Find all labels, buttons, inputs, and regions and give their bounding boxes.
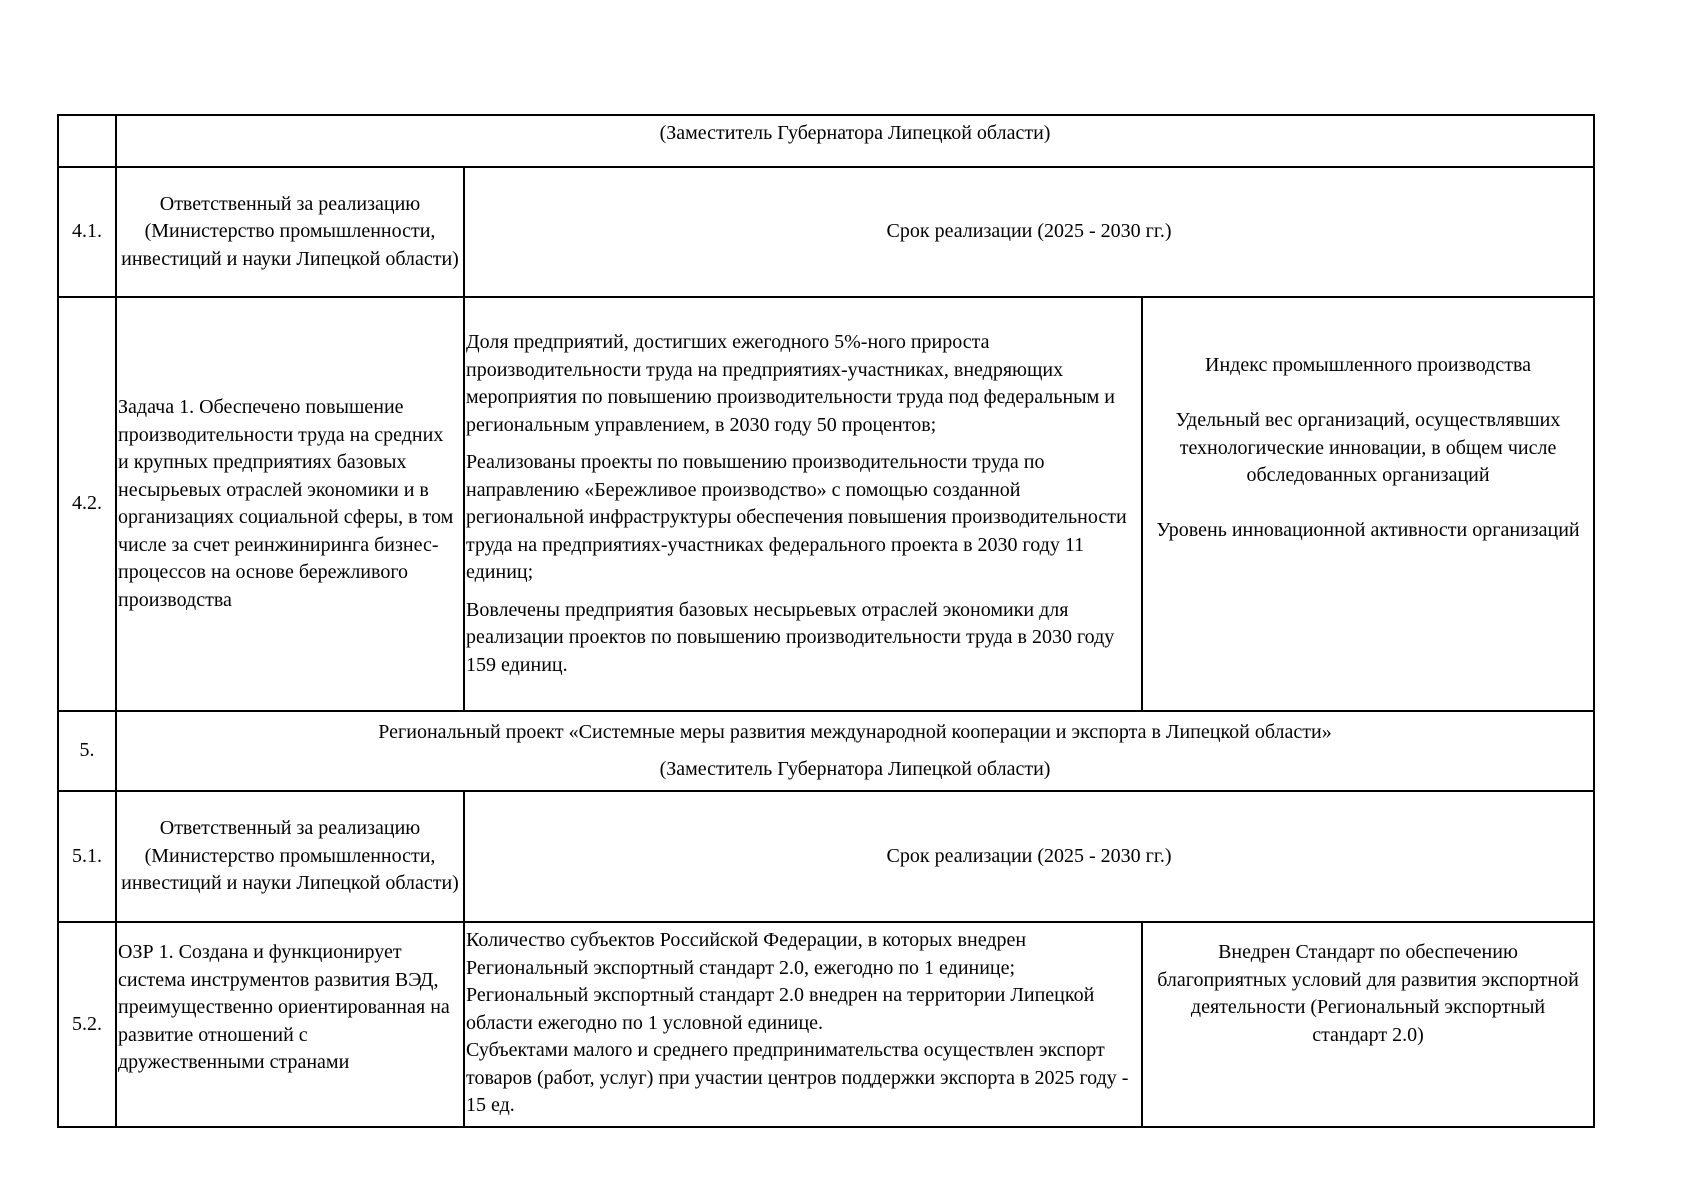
table-row bbox=[58, 297, 1594, 711]
result-item: Вовлечены предприятия базовых несырьевых отраслей экономики для реализации проектов по повышению производительности труда в 2030 году 159 единиц. bbox=[466, 598, 1115, 676]
row-number: 4.2. bbox=[58, 297, 116, 711]
row-number: 5.2. bbox=[58, 922, 116, 1127]
table-row bbox=[58, 791, 1594, 922]
row-number: 5. bbox=[58, 711, 116, 791]
term-cell: Срок реализации (2025 - 2030 гг.) bbox=[464, 167, 1594, 297]
measures-table bbox=[57, 114, 1593, 1126]
table-row bbox=[58, 922, 1594, 1127]
term-cell: Срок реализации (2025 - 2030 гг.) bbox=[464, 791, 1594, 922]
indicator-item: Уровень инновационной активности организаций bbox=[1156, 519, 1580, 541]
task-cell: Задача 1. Обеспечено повышение производительности труда на средних и крупных предприятиях базовых несырьевых отраслей экономики и в организациях социальной сферы, в том числе за счет реинжиниринга бизнес-процессов на основе бережливого производства bbox=[116, 297, 464, 711]
project-title: Региональный проект «Системные меры развития международной кооперации и экспорта в Липецкой области» bbox=[378, 720, 1332, 743]
table-row bbox=[58, 115, 1594, 167]
curator-header: (Заместитель Губернатора Липецкой области) bbox=[116, 115, 1594, 167]
row-number: 5.1. bbox=[58, 791, 116, 922]
results-cell bbox=[464, 297, 1142, 711]
result-item: Количество субъектов Российской Федерации, в которых внедрен Региональный экспортный стандарт 2.0, ежегодно по 1 единице; bbox=[466, 929, 1027, 979]
result-item: Субъектами малого и среднего предпринимательства осуществлен экспорт товаров (работ, услуг) при участии центров поддержки экспорта в 2025 году - 15 ед. bbox=[466, 1039, 1129, 1116]
project-header-cell bbox=[116, 711, 1594, 791]
indicators-cell bbox=[1142, 297, 1594, 711]
result-item: Доля предприятий, достигших ежегодного 5%-ного прироста производительности труда на предприятиях-участниках, внедряющих мероприятия по повышению производительности труда под федеральным и региональным управлением, в 2030 году 50 процентов; bbox=[466, 331, 1115, 436]
indicator-item: Удельный вес организаций, осуществлявших технологические инновации, в общем числе обследованных организаций bbox=[1175, 409, 1561, 486]
responsible-cell: Ответственный за реализацию (Министерство промышленности, инвестиций и науки Липецкой области) bbox=[116, 791, 464, 922]
result-item: Региональный экспортный стандарт 2.0 внедрен на территории Липецкой области ежегодно по 1 условной единице. bbox=[466, 984, 1095, 1034]
row-number bbox=[58, 115, 116, 167]
indicator-item: Внедрен Стандарт по обеспечению благоприятных условий для развития экспортной деятельности (Региональный экспортный стандарт 2.0) bbox=[1157, 941, 1579, 1046]
responsible-cell: Ответственный за реализацию (Министерство промышленности, инвестиций и науки Липецкой области) bbox=[116, 167, 464, 297]
curator-header: (Заместитель Губернатора Липецкой области) bbox=[659, 758, 1051, 780]
result-item: Реализованы проекты по повышению производительности труда по направлению «Бережливое производство» с помощью созданной региональной инфраструктуры обеспечения повышения производительности труда на предприятиях-участниках федерального проекта в 2030 году 11 единиц; bbox=[466, 451, 1127, 583]
indicators-cell bbox=[1142, 922, 1594, 1127]
indicator-item: Индекс промышленного производства bbox=[1205, 354, 1531, 376]
task-cell: ОЗР 1. Создана и функционирует система инструментов развития ВЭД, преимущественно ориентированная на развитие отношений с дружественными странами bbox=[116, 922, 464, 1127]
table-row bbox=[58, 711, 1594, 791]
results-cell bbox=[464, 922, 1142, 1127]
row-number: 4.1. bbox=[58, 167, 116, 297]
table-row bbox=[58, 167, 1594, 297]
